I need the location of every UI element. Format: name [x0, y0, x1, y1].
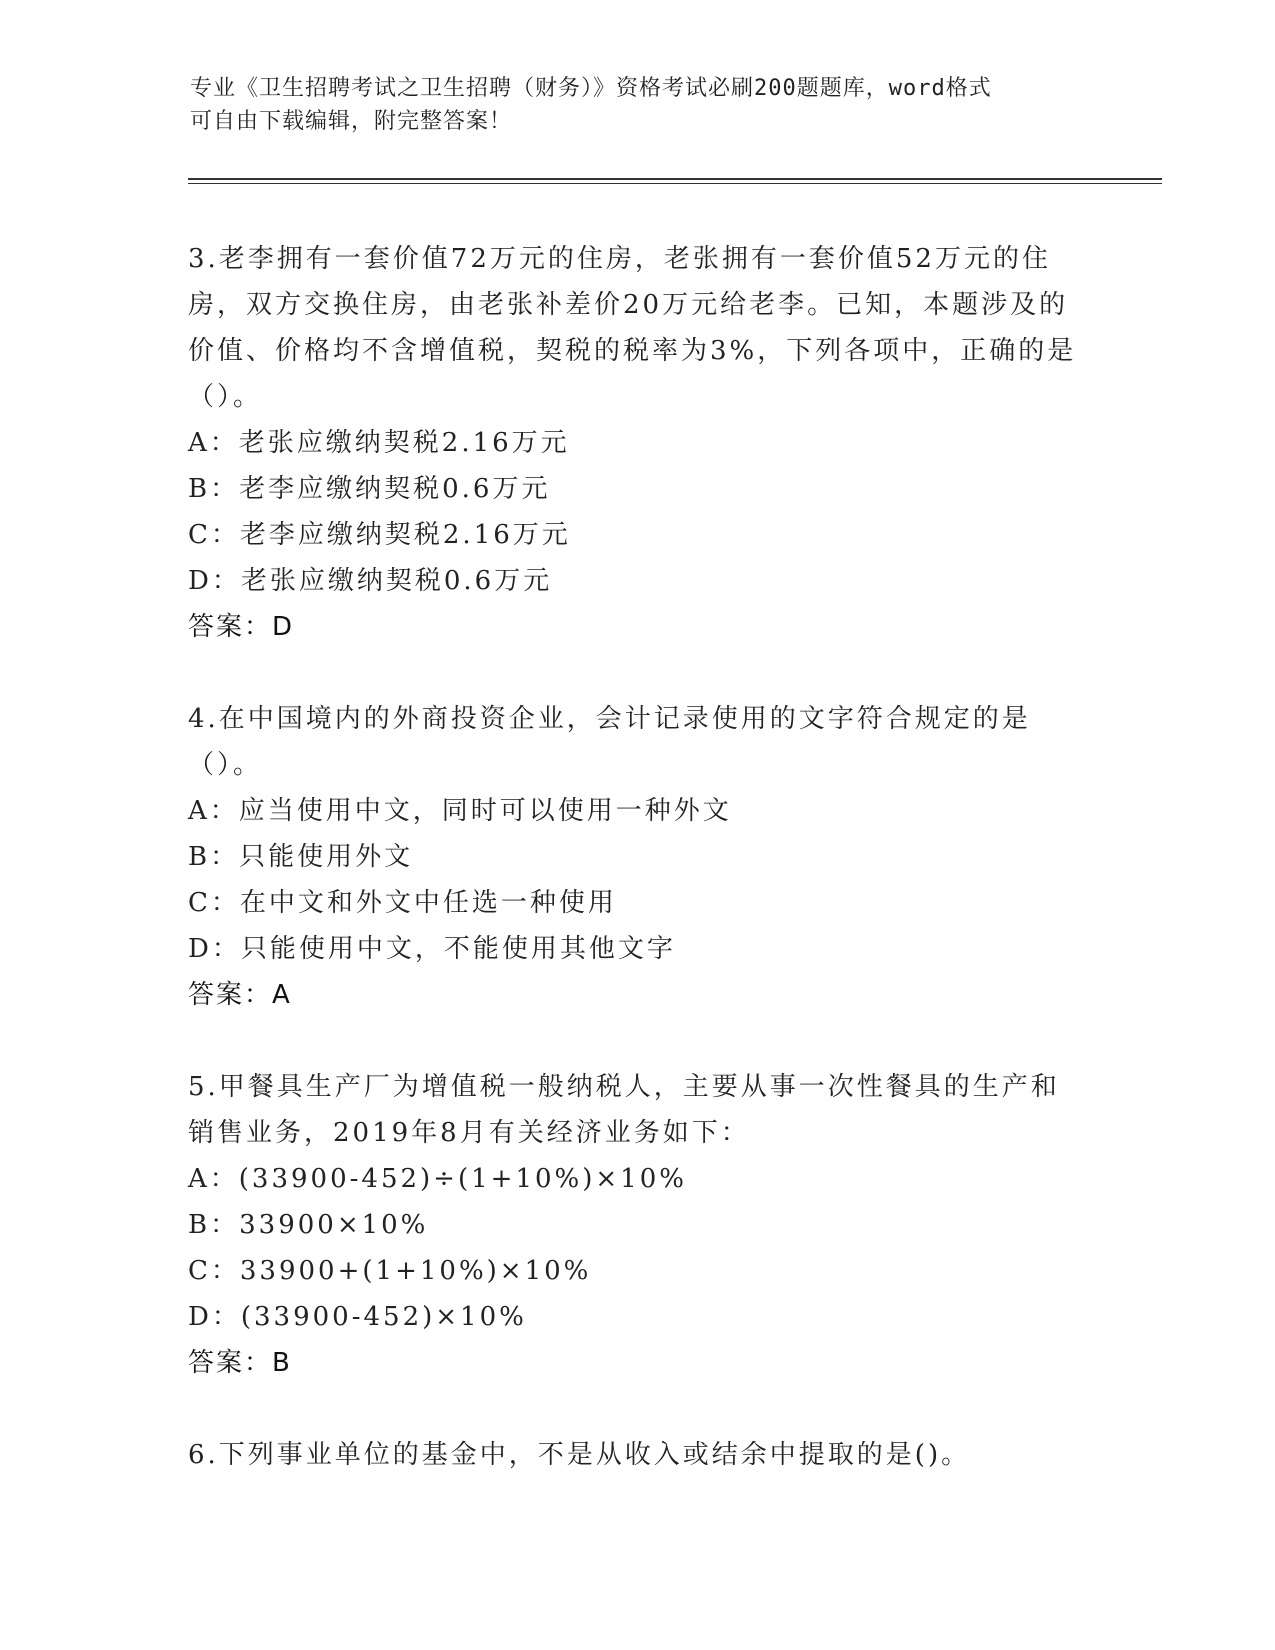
option-d: D：只能使用中文，不能使用其他文字	[188, 934, 676, 964]
option-d: D：(33900-452)×10%	[188, 1302, 527, 1332]
question-text: 5.甲餐具生产厂为增值税一般纳税人，主要从事一次性餐具的生产和销售业务，2019年8月有关经济业务如下：	[188, 1072, 1060, 1148]
option-a: A：老张应缴纳契税2.16万元	[188, 428, 570, 458]
question-list	[188, 236, 1088, 1478]
option-c: C：33900+(1+10%)×10%	[188, 1256, 592, 1286]
question-text: 3.老李拥有一套价值72万元的住房，老张拥有一套价值52万元的住房，双方交换住房，由老张补差价20万元给老李。已知，本题涉及的价值、价格均不含增值税，契税的税率为3%，下列各项中，正确的是（）。	[188, 244, 1077, 412]
option-d: D：老张应缴纳契税0.6万元	[188, 566, 553, 596]
option-a: A：应当使用中文，同时可以使用一种外文	[188, 796, 732, 826]
question-5	[188, 1064, 1088, 1386]
option-c: C：老李应缴纳契税2.16万元	[188, 520, 571, 550]
option-b: B：老李应缴纳契税0.6万元	[188, 474, 551, 504]
option-b: B：只能使用外文	[188, 842, 414, 872]
answer-label: 答案：B	[188, 1348, 292, 1378]
header-line-1: 专业《卫生招聘考试之卫生招聘（财务）》资格考试必刷200题题库，word格式	[190, 76, 992, 101]
option-b: B：33900×10%	[188, 1210, 429, 1240]
answer-label: 答案：D	[188, 612, 295, 642]
header-line-2: 可自由下载编辑，附完整答案！	[190, 109, 513, 134]
question-text: 4.在中国境内的外商投资企业，会计记录使用的文字符合规定的是（）。	[188, 704, 1031, 780]
option-c: C：在中文和外文中任选一种使用	[188, 888, 617, 918]
question-6-text: 6.下列事业单位的基金中，不是从收入或结余中提取的是()。	[188, 1440, 971, 1470]
answer-label: 答案：A	[188, 980, 292, 1010]
document-header	[190, 72, 1070, 138]
option-a: A：(33900-452)÷(1+10%)×10%	[188, 1164, 687, 1194]
header-divider	[188, 178, 1162, 184]
question-4	[188, 696, 1088, 1018]
question-3	[188, 236, 1088, 650]
